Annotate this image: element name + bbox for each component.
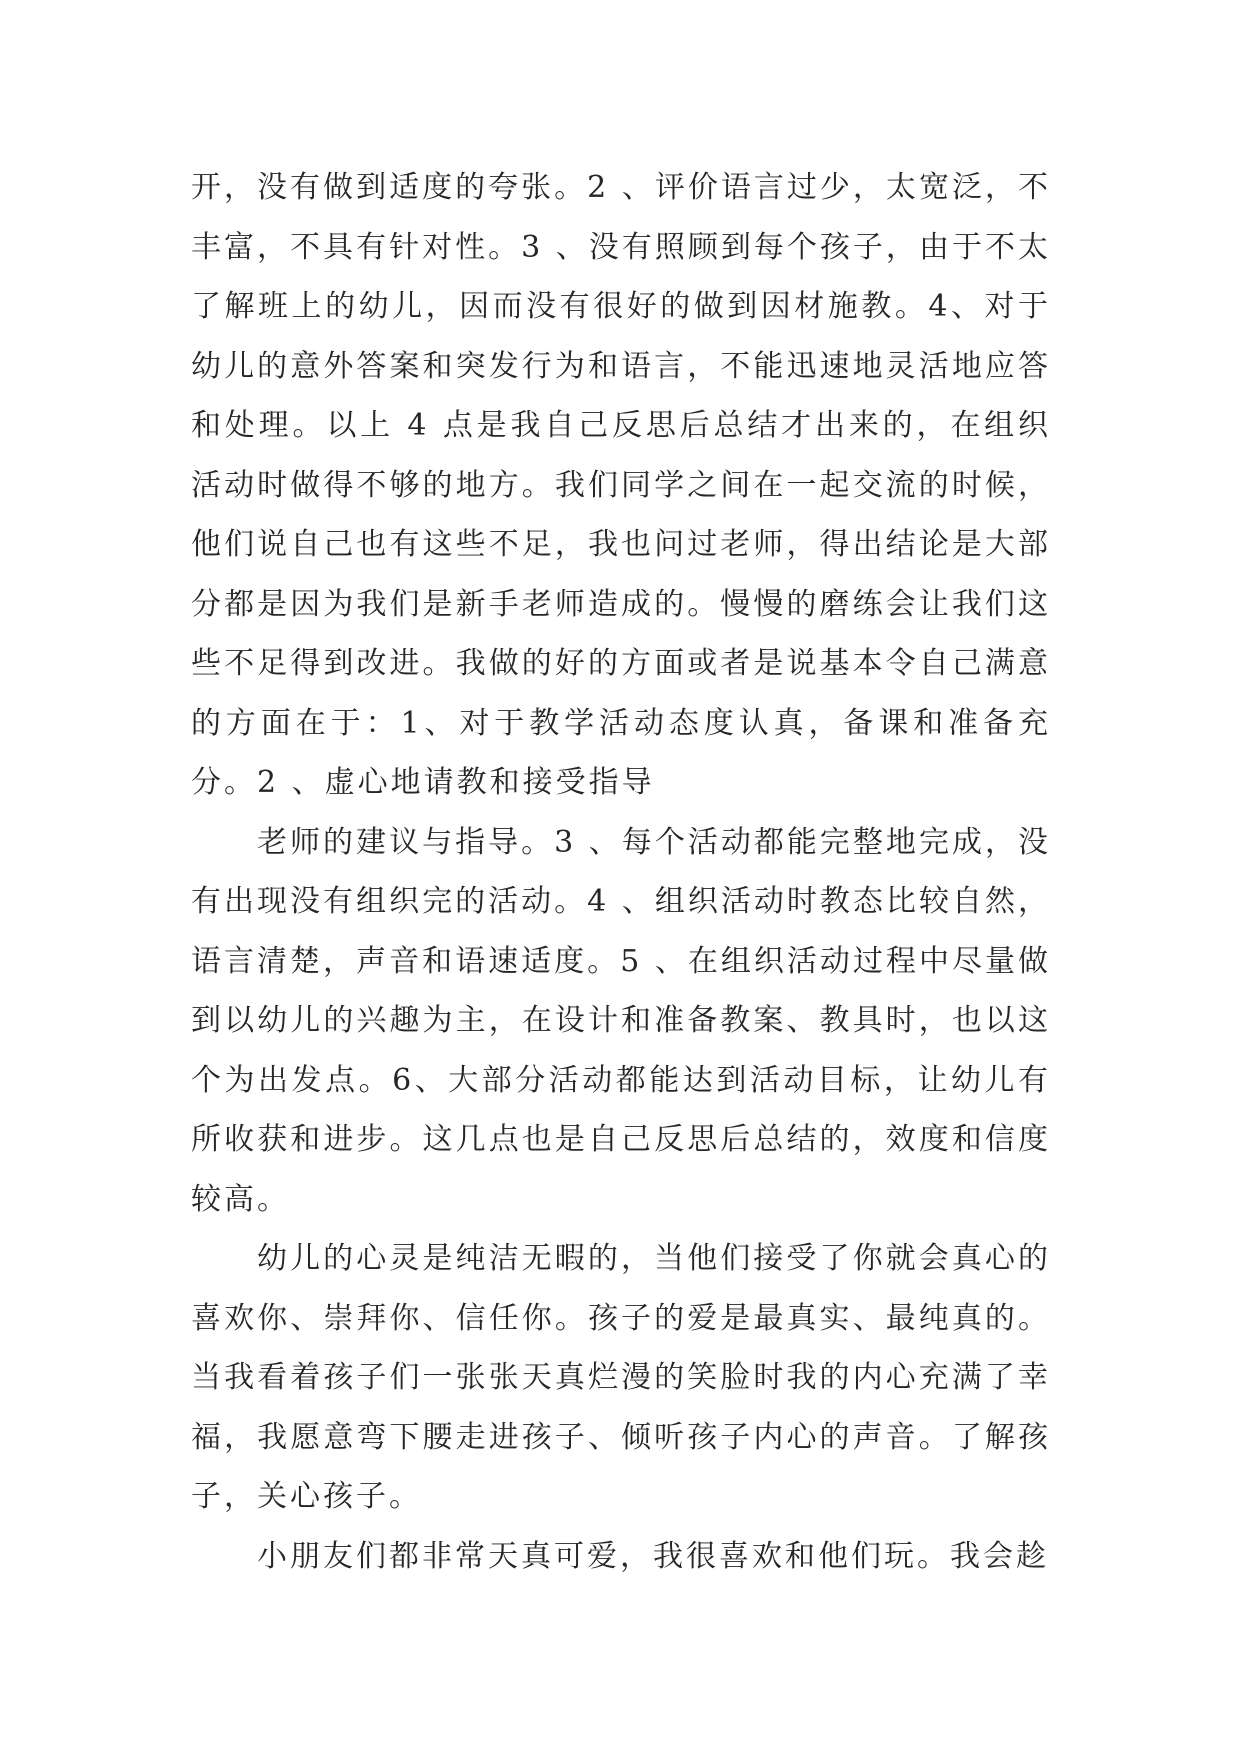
document-body xyxy=(191,158,1051,1586)
paragraph-2: 老师的建议与指导。3 、每个活动都能完整地完成，没有出现没有组织完的活动。4 、组织活动时教态比较自然，语言清楚，声音和语速适度。5 、在组织活动过程中尽量做到以幼儿的兴趣为主，在设计和准备教案、教具时，也以这个为出发点。6、大部分活动都能达到活动目标，让幼儿有所收获和进步。这几点也是自己反思后总结的，效度和信度较高。 xyxy=(191,824,1051,1217)
paragraph-4: 小朋友们都非常天真可爱，我很喜欢和他们玩。我会趁 xyxy=(257,1538,1049,1574)
paragraph-1: 开，没有做到适度的夸张。2 、评价语言过少，太宽泛，不丰富，不具有针对性。3 、没有照顾到每个孩子，由于不太了解班上的幼儿，因而没有很好的做到因材施教。4、对于幼儿的意外答案和突发行为和语言，不能迅速地灵活地应答和处理。以上 4 点是我自己反思后总结才出来的，在组织活动时做得不够的地方。我们同学之间在一起交流的时候，他们说自己也有这些不足，我也问过老师，得出结论是大部分都是因为我们是新手老师造成的。慢慢的磨练会让我们这些不足得到改进。我做的好的方面或者是说基本令自己满意的方面在于：1、对于教学活动态度认真，备课和准备充分。2 、虚心地请教和接受指导 xyxy=(191,170,1051,800)
paragraph-3: 幼儿的心灵是纯洁无暇的，当他们接受了你就会真心的喜欢你、崇拜你、信任你。孩子的爱是最真实、最纯真的。当我看着孩子们一张张天真烂漫的笑脸时我的内心充满了幸福，我愿意弯下腰走进孩子、倾听孩子内心的声音。了解孩子，关心孩子。 xyxy=(191,1241,1051,1514)
